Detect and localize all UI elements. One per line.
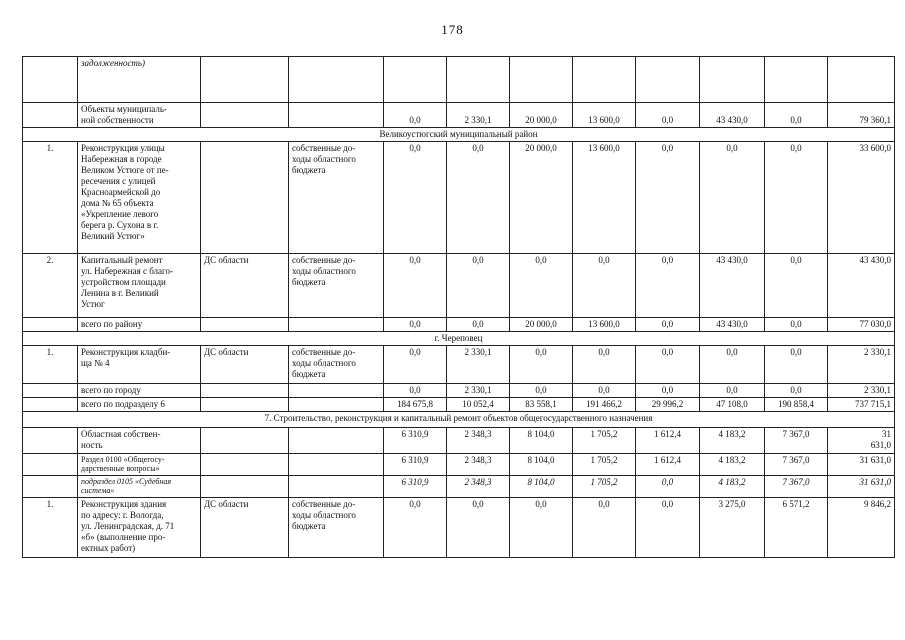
value-cell: 0,0 [636, 476, 700, 498]
value-cell: 1 705,2 [573, 454, 636, 476]
value-cell: 6 310,9 [384, 454, 447, 476]
value-cell: 20 000,0 [510, 142, 573, 254]
value-cell: 0,0 [700, 384, 765, 398]
table-row: 1. Реконструкция улицы Набережная в городе Великом Устюге от пе- ресечения с улицей Красноармейской до дома № 65 объекта «Укрепление левого берега р. Сухона в г. Великий Устюг» собственные до- ходы областного бюджета 0,0 0,0 20 000,0 13 600,0 0,0 0,0 0,0 33 600,0 [23, 142, 895, 254]
value-cell: 2 348,3 [447, 428, 510, 454]
value-cell: 13 600,0 [573, 103, 636, 128]
value-cell: 8 104,0 [510, 428, 573, 454]
value-cell: 6 571,2 [765, 498, 828, 558]
value-cell: 0,0 [510, 384, 573, 398]
value-cell: 0,0 [510, 498, 573, 558]
row-name: Реконструкция кладби- ща № 4 [78, 346, 201, 384]
value-cell: 0,0 [765, 346, 828, 384]
row-name: Объекты муниципаль- ной собственности [78, 103, 201, 128]
funding-source: собственные до- ходы областного бюджета [289, 498, 384, 558]
value-cell: 0,0 [765, 318, 828, 332]
row-name: всего по подразделу 6 [78, 398, 201, 412]
value-cell: 7 367,0 [765, 476, 828, 498]
row-name: Капитальный ремонт ул. Набережная с благо- устройством площади Ленина в г. Великий Устюг [78, 254, 201, 318]
value-cell: 43 430,0 [700, 318, 765, 332]
value-cell: 2 330,1 [447, 103, 510, 128]
value-cell: 0,0 [573, 346, 636, 384]
value-cell: 6 310,9 [384, 476, 447, 498]
value-cell: 20 000,0 [510, 318, 573, 332]
value-cell: 0,0 [765, 384, 828, 398]
value-cell: 0,0 [636, 318, 700, 332]
value-cell: 0,0 [384, 346, 447, 384]
value-cell: 83 558,1 [510, 398, 573, 412]
value-cell: 33 600,0 [828, 142, 895, 254]
value-cell: 7 367,0 [765, 428, 828, 454]
value-cell: 79 360,1 [828, 103, 895, 128]
value-cell: 0,0 [636, 498, 700, 558]
value-cell: 0,0 [384, 498, 447, 558]
value-cell: 31 631,0 [828, 476, 895, 498]
value-cell: 0,0 [700, 142, 765, 254]
table-row [23, 476, 895, 498]
value-cell: 6 310,9 [384, 428, 447, 454]
page-number: 178 [441, 22, 464, 37]
value-cell: 2 330,1 [447, 346, 510, 384]
value-cell: 3 275,0 [700, 498, 765, 558]
value-cell: 191 466,2 [573, 398, 636, 412]
value-cell: 4 183,2 [700, 476, 765, 498]
table-row [23, 454, 895, 476]
value-cell: 20 000,0 [510, 103, 573, 128]
value-cell: 1 705,2 [573, 428, 636, 454]
funding-source: собственные до- ходы областного бюджета [289, 346, 384, 384]
row-name: Реконструкция здания по адресу: г. Вологда, ул. Ленинградская, д. 71 «б» (выполнение про- ектных работ) [78, 498, 201, 558]
table-row [23, 384, 895, 398]
value-cell: 0,0 [636, 103, 700, 128]
value-cell: 190 858,4 [765, 398, 828, 412]
value-cell: 0,0 [636, 254, 700, 318]
value-cell: 0,0 [573, 384, 636, 398]
value-cell: 0,0 [510, 346, 573, 384]
value-cell: 0,0 [765, 142, 828, 254]
value-cell: 0,0 [636, 384, 700, 398]
funding-source: собственные до- ходы областного бюджета [289, 142, 384, 254]
value-cell: 29 996,2 [636, 398, 700, 412]
value-cell: 2 330,1 [828, 346, 895, 384]
row-name: всего по району [78, 318, 201, 332]
value-cell: 13 600,0 [573, 142, 636, 254]
row-name: Областная собствен- ность [78, 428, 201, 454]
customer: ДС области [201, 346, 289, 384]
value-cell: 0,0 [384, 318, 447, 332]
row-name: Реконструкция улицы Набережная в городе Великом Устюге от пе- ресечения с улицей Красноармейской до дома № 65 объекта «Укрепление левого берега р. Сухона в г. Великий Устюг» [78, 142, 201, 254]
row-name: Раздел 0100 «Общегосу- дарственные вопросы» [78, 454, 201, 476]
value-cell: 0,0 [447, 254, 510, 318]
value-cell: 0,0 [700, 346, 765, 384]
value-cell: 2 348,3 [447, 476, 510, 498]
value-cell: 4 183,2 [700, 428, 765, 454]
table-row: 2. Капитальный ремонт ул. Набережная с благо- устройством площади Ленина в г. Великий Устюг ДС области собственные до- ходы областного бюджета 0,0 0,0 0,0 0,0 0,0 43 430,0 0,0 43 430,0 [23, 254, 895, 318]
table-row: 1. Реконструкция здания по адресу: г. Вологда, ул. Ленинградская, д. 71 «б» (выполнение про- ектных работ) ДС области собственные до- ходы областного бюджета 0,0 0,0 0,0 0,0 0,0 3 275,0 6 571,2 9 846,2 [23, 498, 895, 558]
table-row [23, 103, 895, 128]
value-cell: 0,0 [573, 498, 636, 558]
row-name: всего по городу [78, 384, 201, 398]
value-cell: 4 183,2 [700, 454, 765, 476]
value-cell: 2 330,1 [447, 384, 510, 398]
value-cell: 7 367,0 [765, 454, 828, 476]
value-cell: 8 104,0 [510, 476, 573, 498]
value-cell: 184 675,8 [384, 398, 447, 412]
value-cell: 0,0 [765, 254, 828, 318]
table-row [23, 398, 895, 412]
row-name: задолженность) [78, 57, 201, 103]
value-cell: 0,0 [384, 254, 447, 318]
table-row [23, 57, 895, 103]
budget-table [22, 56, 895, 558]
value-cell: 0,0 [447, 318, 510, 332]
value-cell: 0,0 [384, 384, 447, 398]
value-cell: 10 052,4 [447, 398, 510, 412]
value-cell: 0,0 [636, 142, 700, 254]
value-cell: 9 846,2 [828, 498, 895, 558]
value-cell: 0,0 [765, 103, 828, 128]
value-cell: 43 430,0 [700, 103, 765, 128]
value-cell: 0,0 [573, 254, 636, 318]
table-row [23, 428, 895, 454]
value-cell: 13 600,0 [573, 318, 636, 332]
funding-source: собственные до- ходы областного бюджета [289, 254, 384, 318]
value-cell: 737 715,1 [828, 398, 895, 412]
table-row: 1. Реконструкция кладби- ща № 4 ДС области собственные до- ходы областного бюджета 0,0 2 330,1 0,0 0,0 0,0 0,0 0,0 2 330,1 [23, 346, 895, 384]
row-name: подраздел 0105 «Судебная система» [78, 476, 201, 498]
value-cell: 43 430,0 [700, 254, 765, 318]
value-cell: 1 612,4 [636, 428, 700, 454]
value-cell: 2 330,1 [828, 384, 895, 398]
value-cell: 1 612,4 [636, 454, 700, 476]
value-cell: 8 104,0 [510, 454, 573, 476]
value-cell: 0,0 [636, 346, 700, 384]
value-cell: 43 430,0 [828, 254, 895, 318]
table-row [23, 318, 895, 332]
customer: ДС области [201, 254, 289, 318]
value-cell: 31 631,0 [828, 428, 895, 454]
section-header: г. Череповец [23, 332, 895, 346]
value-cell: 0,0 [447, 142, 510, 254]
value-cell: 47 108,0 [700, 398, 765, 412]
value-cell: 31 631,0 [828, 454, 895, 476]
section-header: 7. Строительство, реконструкция и капитальный ремонт объектов общегосударственного назначения [23, 412, 895, 428]
value-cell: 1 705,2 [573, 476, 636, 498]
section-header: Великоустюгский муниципальный район [23, 128, 895, 142]
value-cell: 2 348,3 [447, 454, 510, 476]
value-cell: 0,0 [510, 254, 573, 318]
customer: ДС области [201, 498, 289, 558]
value-cell: 0,0 [447, 498, 510, 558]
value-cell: 0,0 [384, 103, 447, 128]
value-cell: 0,0 [384, 142, 447, 254]
value-cell: 77 030,0 [828, 318, 895, 332]
